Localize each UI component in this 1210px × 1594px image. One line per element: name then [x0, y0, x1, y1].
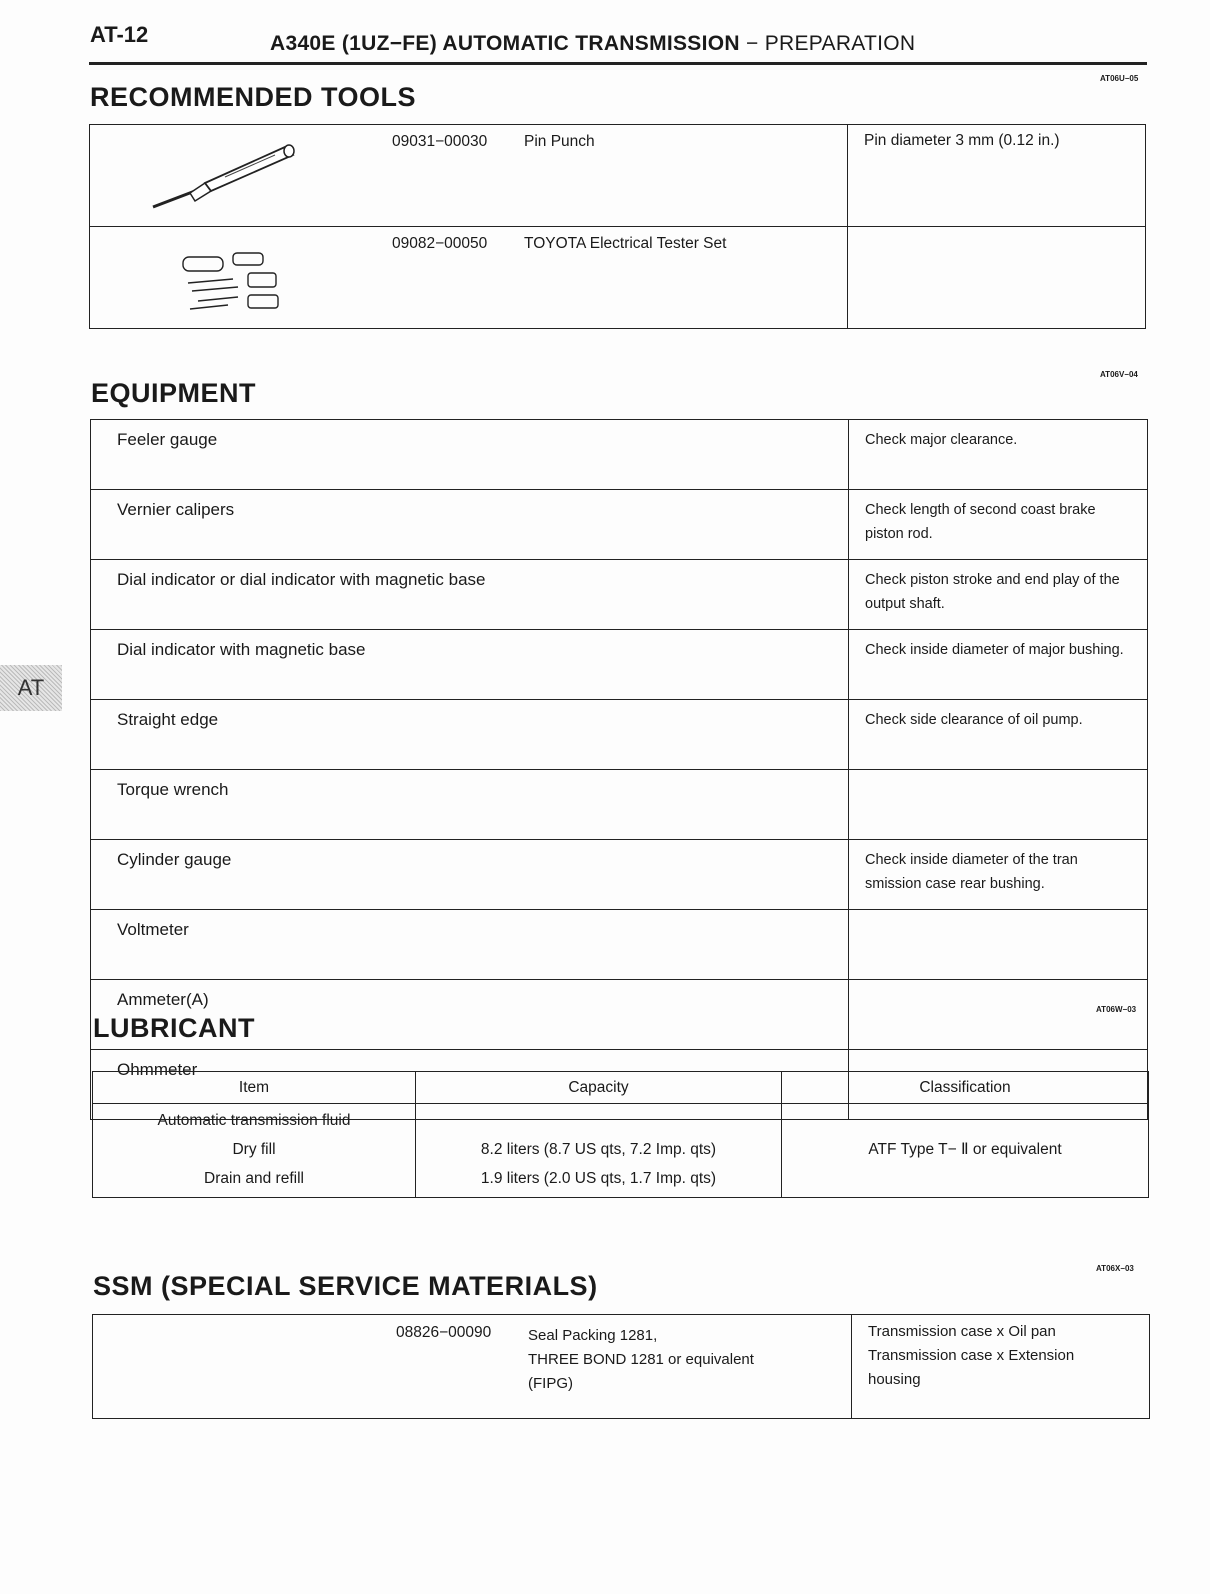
section-code: AT06X−03 [1096, 1264, 1134, 1273]
title-sep: − [739, 32, 765, 55]
equipment-name: Feeler gauge [91, 420, 849, 490]
equipment-note: Check inside diameter of major bushing. [849, 630, 1148, 700]
lubricant-table [92, 1071, 1149, 1198]
table-row [90, 227, 1146, 329]
electrical-tester-illustration [178, 243, 288, 318]
section-heading: RECOMMENDED TOOLS [90, 82, 417, 112]
tool-name: Pin Punch [524, 133, 595, 150]
table-row [91, 490, 1148, 560]
equipment-note [849, 910, 1148, 980]
material-use: Transmission case x Oil pan [868, 1323, 1056, 1340]
equipment-name: Ohmmeter [91, 1050, 849, 1120]
table-row [91, 770, 1148, 840]
part-number: 08826−00090 [396, 1324, 492, 1341]
table-row [91, 840, 1148, 910]
column-header: Capacity [416, 1072, 782, 1104]
section-code: AT06V−04 [1100, 370, 1138, 379]
equipment-name: Dial indicator or dial indicator with magnetic base [91, 560, 849, 630]
table-row [93, 1104, 1149, 1198]
section-code: AT06U−05 [1100, 74, 1139, 83]
title-main: A340E (1UZ−FE) AUTOMATIC TRANSMISSION [270, 32, 740, 55]
material-use: housing [868, 1371, 921, 1388]
item-name: Automatic transmission fluid [157, 1112, 351, 1129]
section-heading: SSM (SPECIAL SERVICE MATERIALS) [93, 1271, 598, 1301]
equipment-name: Straight edge [91, 700, 849, 770]
equipment-note [849, 770, 1148, 840]
equipment-name: Vernier calipers [91, 490, 849, 560]
table-row [91, 700, 1148, 770]
section-heading: LUBRICANT [93, 1013, 255, 1043]
material-name: (FIPG) [528, 1375, 573, 1392]
capacity-value: 8.2 liters (8.7 US qts, 7.2 Imp. qts) [480, 1141, 717, 1158]
material-name: Seal Packing 1281, [528, 1327, 658, 1344]
equipment-name: Voltmeter [91, 910, 849, 980]
part-number: 09082−00050 [392, 235, 488, 252]
tool-note [848, 227, 1146, 329]
equipment-note: Check major clearance. [849, 420, 1148, 490]
table-row [91, 910, 1148, 980]
equipment-note: Check piston stroke and end play of the output shaft. [849, 560, 1148, 630]
table-row [93, 1315, 1150, 1419]
section-heading: EQUIPMENT [91, 378, 257, 408]
equipment-name: Dial indicator with magnetic base [91, 630, 849, 700]
capacity-value: 1.9 liters (2.0 US qts, 1.7 Imp. qts) [480, 1170, 717, 1187]
equipment-note: Check inside diameter of the tran smission case rear bushing. [849, 840, 1148, 910]
equipment-name: Torque wrench [91, 770, 849, 840]
table-row [90, 125, 1146, 227]
item-name: Drain and refill [204, 1170, 304, 1187]
column-header: Item [93, 1072, 416, 1104]
table-row [91, 630, 1148, 700]
header-rule [89, 62, 1147, 65]
item-name: Dry fill [232, 1141, 276, 1158]
tool-note: Pin diameter 3 mm (0.12 in.) [848, 125, 1146, 227]
material-name: THREE BOND 1281 or equivalent [528, 1351, 754, 1368]
equipment-name: Ammeter(A) [91, 980, 849, 1050]
page-title [270, 32, 915, 56]
table-row [91, 420, 1148, 490]
pin-punch-illustration [145, 139, 305, 214]
tools-table [89, 124, 1146, 329]
equipment-note [849, 980, 1148, 1050]
title-sub: PREPARATION [764, 32, 916, 55]
tool-name: TOYOTA Electrical Tester Set [524, 235, 727, 252]
section-tab: AT [0, 665, 62, 711]
equipment-name: Cylinder gauge [91, 840, 849, 910]
ssm-table [92, 1314, 1150, 1419]
column-header: Classification [782, 1072, 1149, 1104]
table-row [91, 560, 1148, 630]
equipment-note: Check side clearance of oil pump. [849, 700, 1148, 770]
equipment-note: Check length of second coast brake piston rod. [849, 490, 1148, 560]
material-use: Transmission case x Extension [868, 1347, 1075, 1364]
table-header-row [93, 1072, 1149, 1104]
page-number: AT-12 [90, 22, 149, 47]
classification-value: ATF Type T− Ⅱ or equivalent [782, 1104, 1149, 1198]
section-code: AT06W−03 [1096, 1005, 1137, 1014]
part-number: 09031−00030 [392, 133, 488, 150]
